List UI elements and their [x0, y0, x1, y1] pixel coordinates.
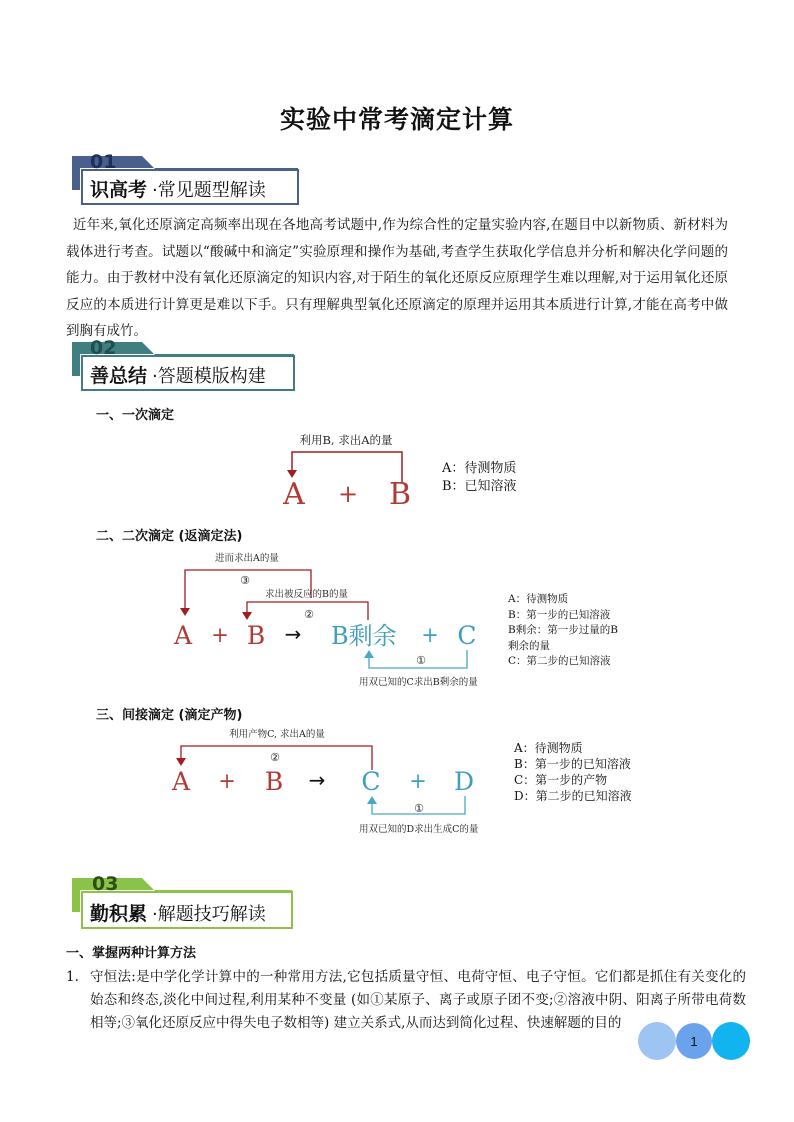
- diagram3-circle2: ②: [270, 751, 280, 764]
- diagram2-legend: [508, 592, 618, 670]
- diagram3-plus1: +: [218, 769, 236, 793]
- diagram2-circle1: ①: [416, 654, 426, 667]
- diagram2-C: C: [457, 621, 477, 650]
- diagram1-A: A: [283, 477, 305, 510]
- section-banner-01: [72, 148, 312, 206]
- diagram3-figure: [165, 726, 485, 841]
- diagram1-heading: 一、一次滴定: [96, 408, 175, 423]
- diagram2-plus1: +: [211, 623, 229, 647]
- section-head: 勤积累: [90, 903, 148, 925]
- intro-paragraph: [66, 212, 728, 345]
- section-sub: ·常见题型解读: [152, 180, 266, 201]
- legend-item: C：第一步的产物: [514, 773, 608, 787]
- diagram1-arrow-label: 利用B, 求出A的量: [299, 433, 393, 447]
- section-number: 01: [90, 151, 117, 173]
- section-sub: ·解题技巧解读: [152, 904, 266, 925]
- legend-item: C：第二步的已知溶液: [508, 655, 611, 667]
- diagram2-label2: 求出被反应的B的量: [265, 589, 348, 600]
- diagram1-legend: [442, 460, 517, 496]
- part1-heading: 一、掌握两种计算方法: [66, 946, 197, 961]
- section-banner-03: [72, 870, 312, 932]
- diagram3-C: C: [361, 767, 381, 796]
- diagram2-circle3: ③: [240, 574, 250, 587]
- diagram2-plus2: +: [421, 623, 439, 647]
- section-number: 03: [92, 873, 119, 895]
- page-number: 1: [690, 1034, 698, 1049]
- diagram2-Bres: B剩余: [331, 622, 397, 650]
- legend-item: A：待测物质: [514, 741, 583, 755]
- legend-item: B：已知溶液: [442, 479, 517, 494]
- legend-item: 剩余的量: [508, 639, 550, 652]
- diagram3-B: B: [264, 767, 284, 796]
- legend-item: B：第一步的已知溶液: [508, 608, 611, 621]
- diagram2-label1: 用双已知的C求出B剩余的量: [359, 677, 478, 688]
- list-item-text: 守恒法:是中学化学计算中的一种常用方法,它包括质量守恒、电荷守恒、电子守恒。它们都是抓住有关变化的始态和终态,淡化中间过程,利用某种不变量 (如①某原子、离子或原子团不变;②溶液中阴、阳离子所带电荷数相等;③氧化还原反应中得失电子数相等) 建立关系式,从而达到简化过程、快速解题的目的: [90, 969, 746, 1031]
- legend-item: B：第一步的已知溶液: [514, 757, 631, 771]
- diagram3-circle1: ①: [414, 802, 424, 815]
- legend-item: D：第二步的已知溶液: [514, 789, 632, 803]
- section-head: 识高考: [90, 179, 148, 201]
- page-number-badge: [634, 1018, 754, 1064]
- section-number: 02: [90, 337, 117, 359]
- diagram3-D: D: [453, 767, 475, 796]
- diagram2-heading: 二、二次滴定 (返滴定法): [96, 529, 243, 544]
- page-title: 实验中常考滴定计算: [279, 105, 514, 134]
- diagram3-heading: 三、间接滴定 (滴定产物): [96, 708, 243, 723]
- legend-item: A：待测物质: [508, 593, 569, 605]
- diagram1-B: B: [388, 477, 412, 510]
- diagram2-figure: [165, 550, 495, 690]
- diagram1-figure: [270, 430, 430, 510]
- legend-item: A：待测物质: [442, 461, 517, 476]
- intro-text: 近年来,氧化还原滴定高频率出现在各地高考试题中,作为综合性的定量实验内容,在题目中以新物质、新材料为载体进行考查。试题以“酸碱中和滴定”实验原理和操作为基础,考查学生获取化学信息并分析和解决化学问题的能力。由于教材中没有氧化还原滴定的知识内容,对于陌生的氧化还原反应原理学生难以理解,对于运用氧化还原反应的本质进行计算更是难以下手。只有理解典型氧化还原滴定的原理并运用其本质进行计算,才能在高考中做到胸有成竹。: [66, 217, 728, 339]
- diagram2-label3: 进而求出A的量: [215, 553, 279, 564]
- section-sub: ·答题模版构建: [152, 366, 266, 387]
- diagram3-A: A: [171, 767, 191, 796]
- section-banner-02: [72, 334, 312, 392]
- list-item-number: 1.: [66, 969, 79, 985]
- diagram3-reaction-arrow: →: [308, 768, 326, 792]
- diagram2-circle2: ②: [304, 608, 314, 621]
- diagram1-plus: +: [337, 480, 359, 508]
- diagram2-B: B: [246, 621, 266, 650]
- section-head: 善总结: [90, 365, 148, 387]
- diagram3-plus2: +: [409, 769, 427, 793]
- legend-item: B剩余：第一步过量的B: [508, 624, 618, 636]
- diagram3-label2: 利用产物C, 求出A的量: [229, 729, 325, 740]
- diagram1-arrow: [292, 452, 402, 482]
- diagram2-A: A: [173, 621, 193, 650]
- diagram2-reaction-arrow: →: [284, 622, 302, 646]
- diagram3-label1: 用双已知的D求出生成C的量: [359, 824, 479, 835]
- diagram3-legend: [514, 740, 632, 804]
